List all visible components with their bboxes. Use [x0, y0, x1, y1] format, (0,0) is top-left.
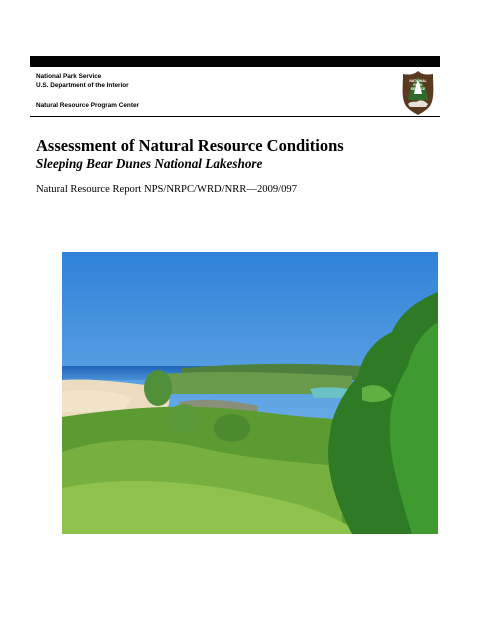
- dune-tree: [144, 370, 172, 406]
- department-name: U.S. Department of the Interior: [36, 82, 129, 89]
- report-title: Assessment of Natural Resource Conditions: [36, 136, 344, 155]
- program-center: Natural Resource Program Center: [36, 102, 139, 109]
- header-bar: [30, 56, 440, 67]
- logo-word-national: NATIONAL: [409, 79, 427, 83]
- report-subtitle: Sleeping Bear Dunes National Lakeshore: [36, 156, 263, 171]
- agency-name: National Park Service: [36, 73, 102, 80]
- cover-photo: [62, 252, 438, 534]
- shrub-cluster: [214, 414, 250, 442]
- logo-word-service: SERVICE: [410, 87, 426, 91]
- header-divider: [30, 116, 440, 117]
- small-tree: [168, 404, 200, 432]
- agency-block: [36, 72, 129, 90]
- report-number: Natural Resource Report NPS/NRPC/WRD/NRR—2009/097: [36, 184, 298, 195]
- nps-arrowhead-icon: [400, 70, 436, 116]
- logo-word-park: PARK: [413, 83, 423, 87]
